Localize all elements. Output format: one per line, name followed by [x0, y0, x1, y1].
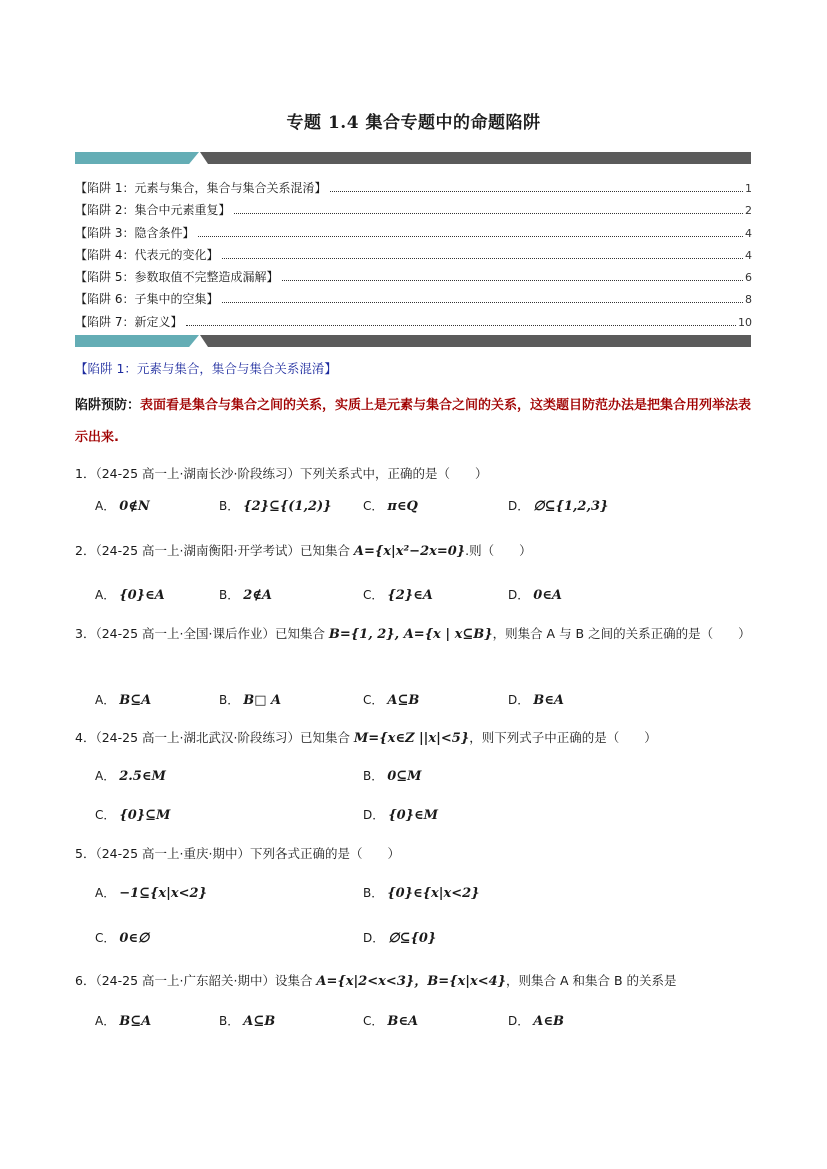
option-a[interactable] [95, 767, 166, 784]
option-d[interactable] [508, 497, 608, 514]
option-math: 0∈∅ [119, 931, 150, 946]
option-letter: D． [363, 931, 385, 945]
option-letter: B． [363, 886, 384, 900]
option-letter: B． [219, 1014, 240, 1028]
option-math: {0}⊆M [119, 808, 171, 823]
option-a[interactable] [95, 586, 165, 603]
divider-teal-segment [75, 335, 199, 347]
option-letter: A． [95, 769, 116, 783]
toc-item[interactable] [75, 246, 752, 268]
option-letter: A． [95, 693, 116, 707]
question-text: 6．（24-25 高一上·广东韶关·期中）设集合 [75, 973, 317, 988]
section-heading: 【陷阱 1：元素与集合，集合与集合关系混淆】 [75, 361, 337, 376]
option-d[interactable] [508, 1012, 564, 1029]
question-stem [75, 535, 755, 568]
option-math: A⊆B [243, 1014, 276, 1029]
option-a[interactable] [95, 691, 151, 708]
toc-label: 【陷阱 6：子集中的空集】 [75, 292, 219, 307]
option-math: B□ A [243, 693, 282, 708]
option-letter: D． [508, 1014, 530, 1028]
option-letter: A． [95, 1014, 116, 1028]
option-c[interactable] [363, 586, 433, 603]
question-options [95, 1012, 755, 1034]
option-math: ∅⊆{0} [388, 931, 437, 946]
toc-page-number: 2 [745, 204, 752, 218]
question-stem [75, 458, 755, 490]
toc-label: 【陷阱 4：代表元的变化】 [75, 247, 219, 262]
toc-leader-dots [222, 302, 743, 303]
option-c[interactable] [95, 929, 149, 946]
option-letter: C． [363, 499, 384, 513]
option-letter: D． [508, 693, 530, 707]
option-math: {0}∈{x|x<2} [387, 886, 480, 901]
trap-prevention-text: 表面看是集合与集合之间的关系，实质上是元素与集合之间的关系，这类题目防范办法是把集合用列举法表示出来. [75, 398, 752, 445]
option-math: {0}∈M [388, 808, 439, 823]
option-letter: B． [219, 693, 240, 707]
option-letter: D． [363, 808, 385, 822]
question-stem [75, 722, 755, 755]
option-a[interactable] [95, 497, 150, 514]
option-math: {0}∈A [119, 588, 165, 603]
option-b[interactable] [219, 691, 281, 708]
option-math: B⊆A [119, 693, 152, 708]
toc-item[interactable] [75, 179, 752, 201]
divider-gray-segment [200, 152, 751, 164]
toc-page-number: 6 [745, 271, 752, 285]
option-letter: C． [363, 1014, 384, 1028]
toc-leader-dots [282, 280, 743, 281]
question-options [95, 884, 755, 906]
option-d[interactable] [363, 929, 436, 946]
question-text: 3．（24-25 高一上·全国·课后作业）已知集合 [75, 626, 329, 641]
option-math: 0∉N [119, 499, 150, 514]
option-b[interactable] [363, 767, 422, 784]
option-math: 2.5∈M [119, 769, 166, 784]
toc-page-number: 10 [738, 315, 752, 329]
option-d[interactable] [508, 586, 562, 603]
question-math: A={x|x²−2x=0} [353, 544, 466, 559]
option-math: π∈Q [387, 499, 418, 514]
question-math: B={1, 2}, A={x | x⊆B} [328, 627, 493, 642]
toc-page-number: 1 [745, 182, 752, 195]
option-letter: D． [508, 499, 530, 513]
question-options [95, 586, 755, 608]
option-c[interactable] [95, 806, 170, 823]
option-letter: B． [363, 769, 384, 783]
option-math: {2}⊆{(1,2)} [243, 499, 332, 514]
option-b[interactable] [363, 884, 480, 901]
question-text-suffix: ，则集合 A 与 B 之间的关系正确的是（ ） [492, 626, 751, 641]
option-math: A∈B [533, 1014, 564, 1029]
question-text-suffix: .则（ ） [465, 543, 532, 558]
option-letter: C． [95, 931, 116, 945]
toc-item[interactable] [75, 290, 752, 312]
question-text: 1．（24-25 高一上·湖南长沙·阶段练习）下列关系式中，正确的是（ ） [75, 466, 488, 481]
option-letter: D． [508, 588, 530, 602]
document-title: 专题 1.4 集合专题中的命题陷阱 [286, 113, 541, 133]
toc-page-number: 4 [745, 248, 752, 262]
question-stem [75, 618, 755, 651]
option-math: B⊆A [119, 1014, 152, 1029]
option-c[interactable] [363, 1012, 418, 1029]
option-math: B∈A [387, 1014, 419, 1029]
toc-page-number: 4 [745, 226, 752, 240]
question-options [95, 691, 755, 713]
option-letter: A． [95, 499, 116, 513]
option-letter: B． [219, 588, 240, 602]
option-math: A⊆B [387, 693, 420, 708]
toc-item[interactable] [75, 268, 752, 290]
divider-teal-segment [75, 152, 199, 164]
question-options [95, 497, 755, 519]
question-options [95, 767, 755, 789]
option-d[interactable] [508, 691, 564, 708]
question-options [95, 806, 755, 828]
option-math: 0⊆M [387, 769, 422, 784]
toc-item[interactable] [75, 313, 752, 335]
option-a[interactable] [95, 884, 207, 901]
divider-gray-segment [200, 335, 751, 347]
question-math: A={x|2<x<3}，B={x|x<4} [316, 974, 506, 989]
option-letter: A． [95, 886, 116, 900]
option-math: −1⊆{x|x<2} [119, 886, 207, 901]
toc-label: 【陷阱 7：新定义】 [75, 314, 183, 329]
option-letter: A． [95, 588, 116, 602]
option-math: ∅⊆{1,2,3} [533, 499, 609, 514]
question-text-suffix: ，则集合 A 和集合 B 的关系是 [506, 973, 677, 988]
option-letter: B． [219, 499, 240, 513]
question-text: 2．（24-25 高一上·湖南衡阳·开学考试）已知集合 [75, 543, 354, 558]
toc-page-number: 8 [745, 293, 752, 307]
toc-leader-dots [330, 191, 743, 192]
question-options [95, 929, 755, 951]
trap-prevention-note [75, 390, 755, 454]
toc-leader-dots [198, 236, 743, 237]
option-math: B∈A [533, 693, 564, 708]
option-math: 2∉A [243, 588, 272, 603]
section-divider-bar [75, 335, 751, 347]
toc-leader-dots [186, 325, 736, 326]
toc-label: 【陷阱 3：隐含条件】 [75, 225, 195, 240]
option-c[interactable] [363, 691, 419, 708]
toc-leader-dots [234, 213, 743, 214]
question-text: 5．（24-25 高一上·重庆·期中）下列各式正确的是（ ） [75, 846, 400, 861]
toc-label: 【陷阱 1：元素与集合，集合与集合关系混淆】 [75, 181, 327, 195]
table-of-contents [75, 179, 752, 335]
question-math: M={x∈Z ||x|<5} [353, 731, 470, 746]
option-letter: C． [95, 808, 116, 822]
option-b[interactable] [219, 1012, 275, 1029]
option-b[interactable] [219, 586, 272, 603]
header-divider-bar [75, 152, 751, 164]
option-letter: C． [363, 588, 384, 602]
option-letter: C． [363, 693, 384, 707]
toc-label: 【陷阱 5：参数取值不完整造成漏解】 [75, 270, 279, 285]
option-math: {2}∈A [387, 588, 433, 603]
question-stem [75, 965, 755, 998]
toc-leader-dots [222, 258, 743, 259]
toc-label: 【陷阱 2：集合中元素重复】 [75, 203, 231, 218]
option-math: 0∈A [533, 588, 563, 603]
option-c[interactable] [363, 497, 418, 514]
question-text-suffix: ，则下列式子中正确的是（ ） [469, 730, 657, 745]
trap-prevention-label: 陷阱预防： [75, 398, 141, 413]
toc-item[interactable] [75, 224, 752, 246]
question-text: 4．（24-25 高一上·湖北武汉·阶段练习）已知集合 [75, 730, 354, 745]
question-stem [75, 838, 755, 870]
option-b[interactable] [219, 497, 332, 514]
option-d[interactable] [363, 806, 438, 823]
option-a[interactable] [95, 1012, 151, 1029]
toc-item[interactable] [75, 201, 752, 223]
